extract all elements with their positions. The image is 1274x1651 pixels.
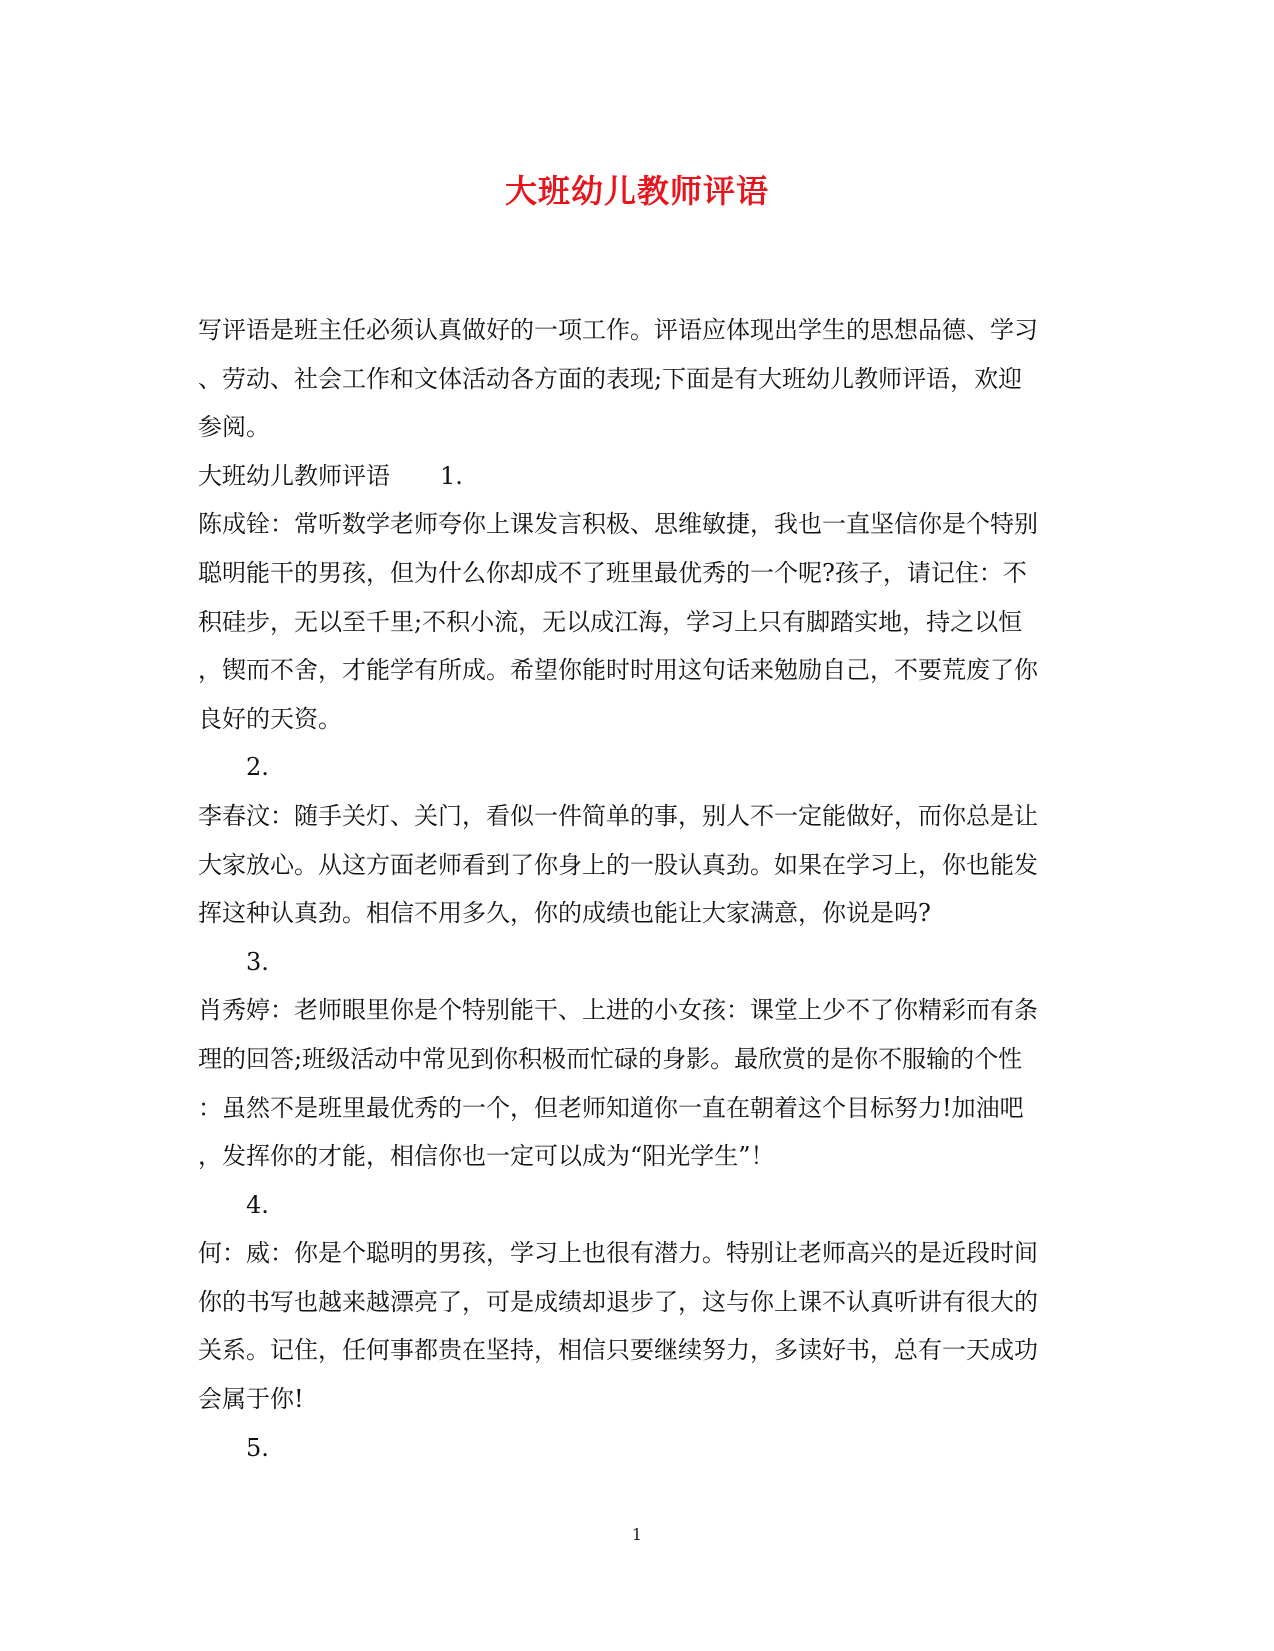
item-number: 1. [440, 461, 463, 490]
section-heading: 大班幼儿教师评语 [198, 461, 390, 490]
page-number: 1 [631, 1525, 643, 1544]
item-line: 理的回答;班级活动中常见到你积极而忙碌的身影。最欣赏的是你不服输的个性 [198, 1044, 1023, 1073]
item-line: ，发挥你的才能，相信你也一定可以成为“阳光学生”！ [198, 1142, 775, 1171]
item-line: ，锲而不舍，才能学有所成。希望你能时时用这句话来勉励自己，不要荒废了你 [198, 656, 1038, 685]
item-line: 肖秀婷：老师眼里你是个特别能干、上进的小女孩：课堂上少不了你精彩而有条 [198, 996, 1038, 1025]
item-number: 5. [246, 1433, 269, 1462]
item-number: 3. [246, 947, 269, 976]
item-line: 挥这种认真劲。相信不用多久，你的成绩也能让大家满意，你说是吗? [198, 899, 931, 928]
intro-line: 、劳动、社会工作和文体活动各方面的表现;下面是有大班幼儿教师评语，欢迎 [198, 364, 1023, 393]
intro-line: 参阅。 [198, 413, 270, 442]
item-line: 关系。记住，任何事都贵在坚持，相信只要继续努力，多读好书，总有一天成功 [198, 1336, 1038, 1365]
item-line: ：虽然不是班里最优秀的一个，但老师知道你一直在朝着这个目标努力!加油吧 [198, 1093, 1024, 1122]
document-title: 大班幼儿教师评语 [504, 172, 769, 210]
item-line: 大家放心。从这方面老师看到了你身上的一股认真劲。如果在学习上，你也能发 [198, 850, 1038, 879]
document-body [198, 306, 1078, 1472]
item-line: 良好的天资。 [198, 704, 342, 733]
item-line: 聪明能干的男孩，但为什么你却成不了班里最优秀的一个呢?孩子，请记住：不 [198, 558, 1027, 587]
intro-line: 写评语是班主任必须认真做好的一项工作。评语应体现出学生的思想品德、学习 [198, 316, 1038, 344]
item-number: 2. [246, 753, 269, 782]
item-line: 积硅步，无以至千里;不积小流，无以成江海，学习上只有脚踏实地，持之以恒 [198, 607, 1023, 636]
item-line: 何：威：你是个聪明的男孩，学习上也很有潜力。特别让老师高兴的是近段时间 [198, 1239, 1038, 1268]
item-line: 你的书写也越来越漂亮了，可是成绩却退步了，这与你上课不认真听讲有很大的 [198, 1287, 1038, 1316]
item-line: 李春汶：随手关灯、关门，看似一件简单的事，别人不一定能做好，而你总是让 [198, 801, 1038, 830]
section-heading-line [198, 452, 1078, 501]
item-line: 陈成铨：常听数学老师夸你上课发言积极、思维敏捷，我也一直坚信你是个特别 [198, 510, 1038, 539]
item-line: 会属于你! [198, 1385, 304, 1414]
item-number: 4. [246, 1190, 269, 1219]
